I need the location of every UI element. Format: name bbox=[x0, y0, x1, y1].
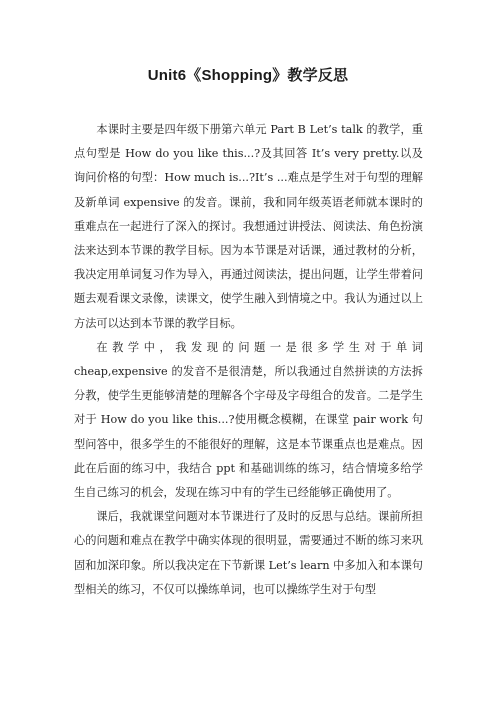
paragraph-1: 本课时主要是四年级下册第六单元 Part B Let’s talk 的教学，重点句型是 How do you like this...?及其回答 It’s very pretty.以及询问价格的句型：How much is...?It’s ...难点是学生对于句型的理解及新单词 expensive 的发音。课前，我和同年级英语老师就本课时的重难点在一起进行了深入的探讨。我想通过讲授法、阅读法、角色扮演法来达到本节课的教学目标。因为本节课是对话课，通过教材的分析，我决定用单词复习作为导入，再通过阅读法，提出问题，让学生带着问题去观看课文录像，读课文，使学生融入到情境之中。我认为通过以上方法可以达到本节课的教学目标。 bbox=[74, 123, 423, 330]
document-title: Unit6《Shopping》教学反思 bbox=[147, 67, 349, 84]
paragraph-2: 在教学中，我发现的问题一是很多学生对于单词 cheap,expensive 的发音不是很清楚，所以我通过自然拼读的方法拆分教，使学生更能够清楚的理解各个字母及字母组合的发音。二是学生对于 How do you like this...?使用概念模糊，在课堂 pair work 句型问答中，很多学生的不能很好的理解，这是本节课重点也是难点。因此在后面的练习中，我结合 ppt 和基础训练的练习，结合情境多给学生自己练习的机会，发现在练习中有的学生已经能够正确使用了。 bbox=[74, 340, 423, 500]
paragraph-3: 课后，我就课堂问题对本节课进行了及时的反思与总结。课前所担心的问题和难点在教学中确实体现的很明显，需要通过不断的练习来巩固和加深印象。所以我决定在下节新课 Let’s learn 中多加入和本课句型相关的练习，不仅可以操练单词，也可以操练学生对于句型 bbox=[74, 510, 423, 596]
document-body bbox=[74, 118, 423, 602]
